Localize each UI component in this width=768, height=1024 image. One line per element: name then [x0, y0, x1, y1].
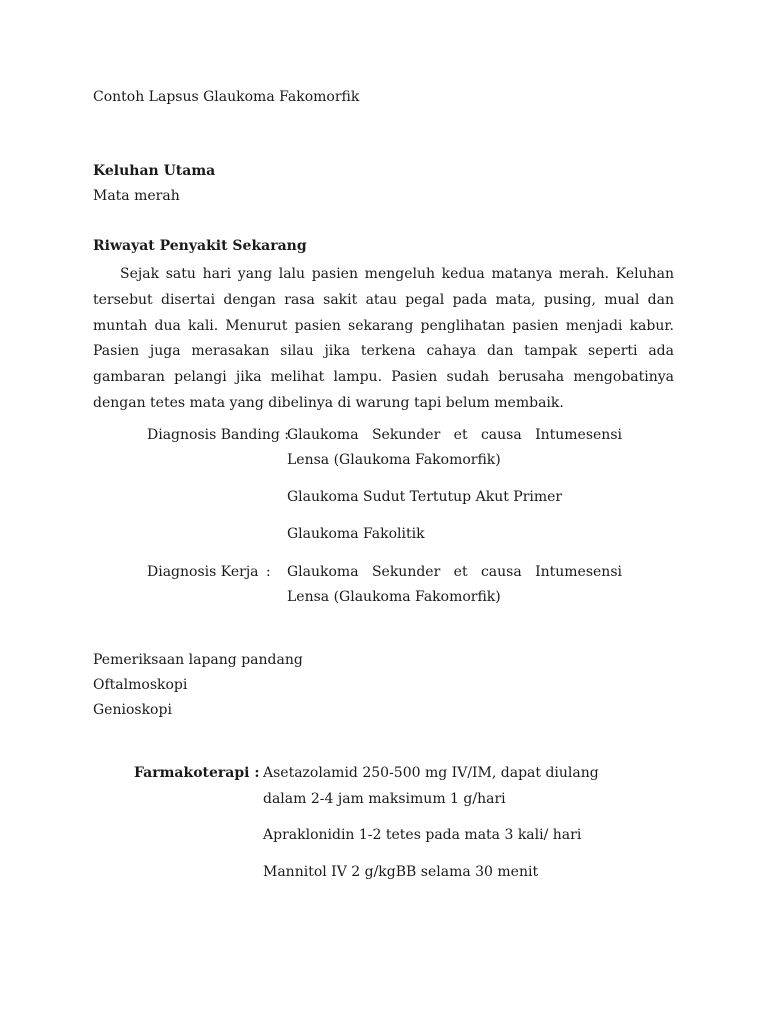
diagnosis-banding-item: Glaukoma Sudut Tertutup Akut Primer	[287, 489, 563, 505]
diagnosis-kerja-colon: :	[266, 564, 271, 580]
diagnosis-banding-label: Diagnosis Banding :	[147, 427, 289, 443]
farmakoterapi-label: Farmakoterapi :	[134, 765, 260, 781]
farmakoterapi-item: Apraklonidin 1-2 tetes pada mata 3 kali/ hari	[263, 827, 582, 843]
diagnosis-banding-item: Glaukoma Sekunder et causa Intumesensi Lensa (Glaukoma Fakomorfik)	[287, 427, 622, 468]
riwayat-paragraph: Sejak satu hari yang lalu pasien mengeluh kedua matanya merah. Keluhan tersebut disertai dengan rasa sakit atau pegal pada mata, pusing, mual dan muntah dua kali. Menurut pasien sekarang penglihatan pasien menjadi kabur. Pasien juga merasakan silau jika terkena cahaya dan tampak seperti ada gambaran pelangi jika melihat lampu. Pasien sudah berusaha mengobatinya dengan tetes mata yang dibelinya di warung tapi belum membaik.	[93, 266, 674, 411]
pemeriksaan-item: Genioskopi	[93, 702, 172, 718]
pemeriksaan-item: Pemeriksaan lapang pandang	[93, 652, 303, 668]
pemeriksaan-item: Oftalmoskopi	[93, 677, 188, 693]
diagnosis-kerja-text: Glaukoma Sekunder et causa Intumesensi Lensa (Glaukoma Fakomorfik)	[287, 564, 622, 605]
riwayat-heading: Riwayat Penyakit Sekarang	[93, 238, 307, 254]
diagnosis-banding-item: Glaukoma Fakolitik	[287, 526, 425, 542]
farmakoterapi-item: Mannitol IV 2 g/kgBB selama 30 menit	[263, 864, 539, 880]
keluhan-utama-text: Mata merah	[93, 188, 180, 204]
keluhan-utama-heading: Keluhan Utama	[93, 163, 216, 179]
document-title: Contoh Lapsus Glaukoma Fakomorfik	[93, 89, 360, 105]
farmakoterapi-item: Asetazolamid 250-500 mg IV/IM, dapat diulang dalam 2-4 jam maksimum 1 g/hari	[263, 765, 599, 807]
diagnosis-kerja-label: Diagnosis Kerja	[147, 564, 259, 580]
